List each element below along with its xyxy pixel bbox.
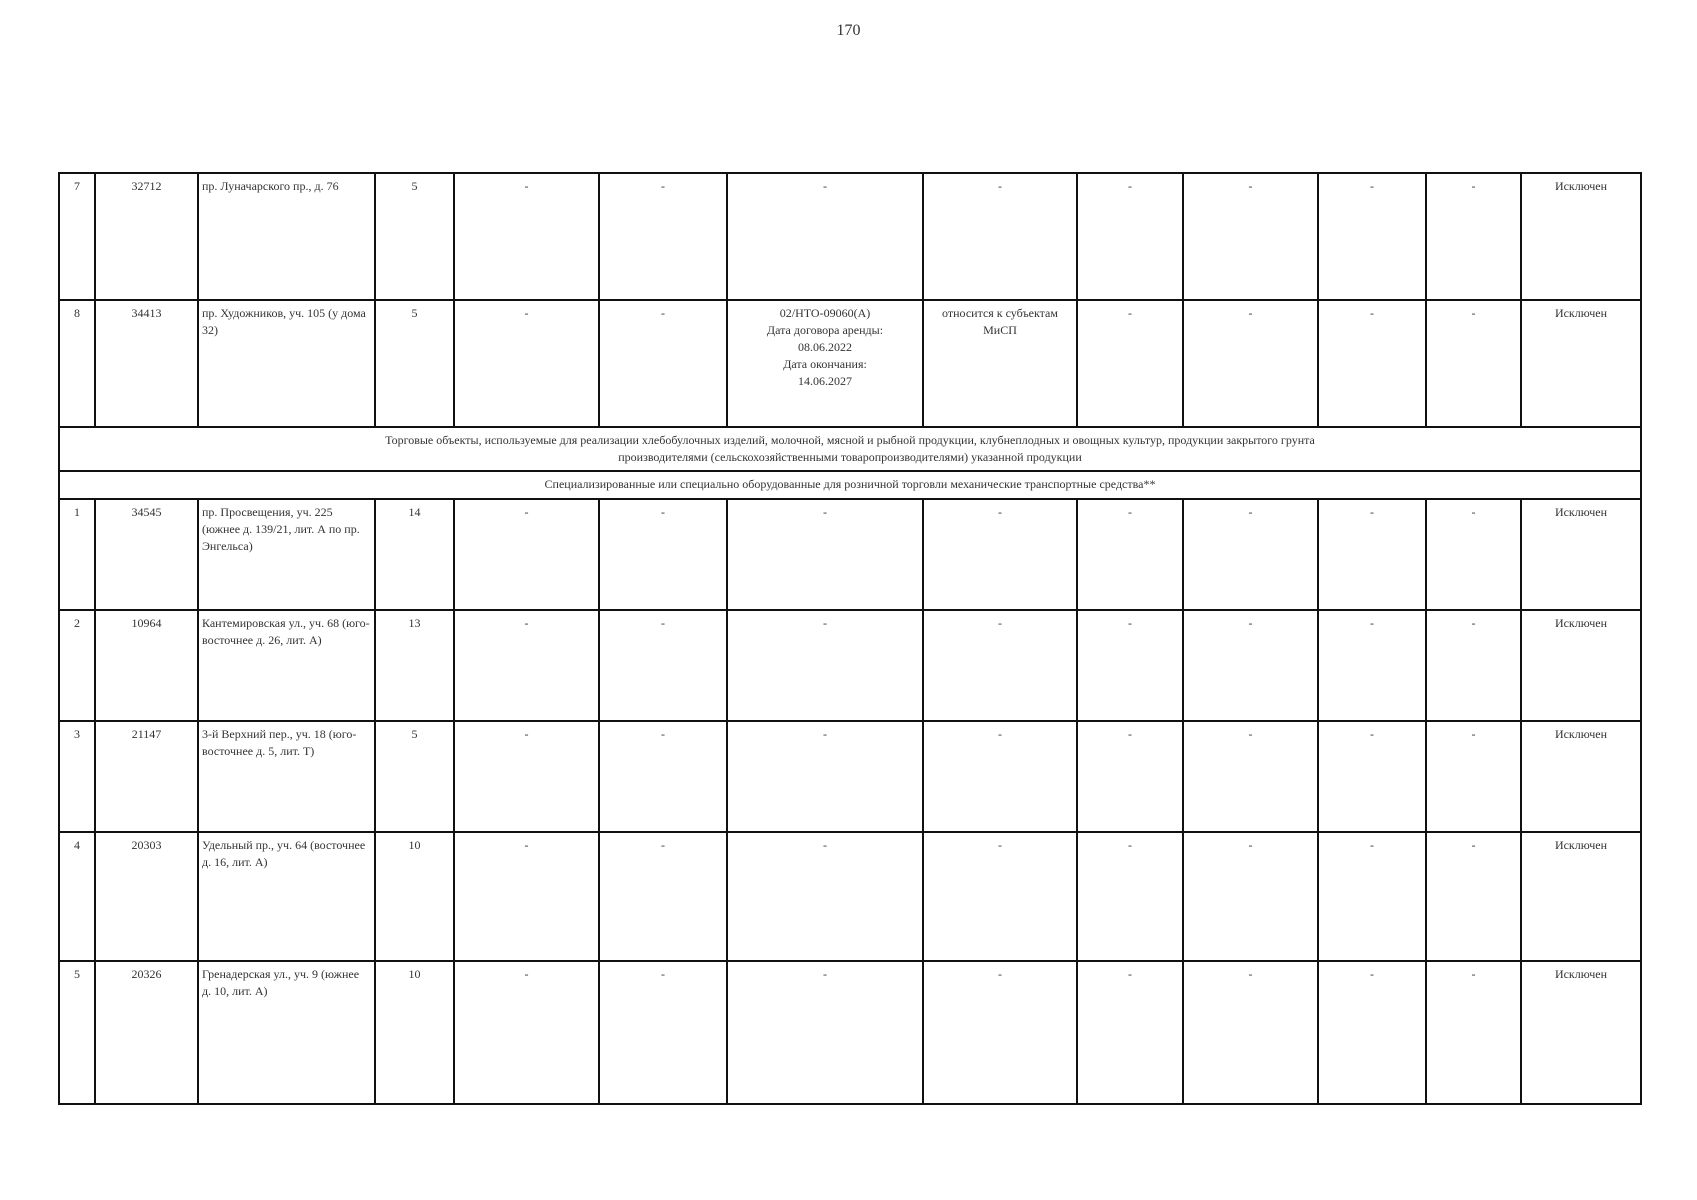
column-8-cell (923, 721, 1077, 832)
row-number-cell: 3 (59, 721, 95, 832)
object-code-cell: 34545 (95, 499, 198, 610)
column-6-cell: - (599, 610, 727, 721)
column-10-cell: - (1183, 610, 1318, 721)
address-cell: Кантемировская ул., уч. 68 (юго-восточнее д. 26, лит. А) (198, 610, 375, 721)
column-8-cell (923, 499, 1077, 610)
rows-block-1 (59, 173, 1641, 427)
column-5-cell: - (454, 832, 599, 961)
column-11-cell: - (1318, 610, 1426, 721)
status-cell: Исключен (1521, 961, 1641, 1104)
status-cell: Исключен (1521, 721, 1641, 832)
area-cell: 5 (375, 721, 454, 832)
object-code-cell: 10964 (95, 610, 198, 721)
contract-cell-line: - (823, 179, 827, 193)
contract-cell (727, 832, 923, 961)
column-5-cell: - (454, 173, 599, 300)
column-8-cell-line: МиСП (983, 323, 1017, 337)
table-row (59, 832, 1641, 961)
address-cell: Удельный пр., уч. 64 (восточнее д. 16, лит. А) (198, 832, 375, 961)
status-cell: Исключен (1521, 832, 1641, 961)
object-code-cell: 20326 (95, 961, 198, 1104)
row-number-cell: 7 (59, 173, 95, 300)
column-8-cell-line: - (998, 505, 1002, 519)
column-6-cell: - (599, 300, 727, 427)
contract-cell (727, 173, 923, 300)
column-8-cell-line: относится к субъектам (942, 306, 1058, 320)
column-11-cell: - (1318, 721, 1426, 832)
column-5-cell: - (454, 721, 599, 832)
contract-cell (727, 610, 923, 721)
address-cell: пр. Просвещения, уч. 225 (южнее д. 139/21, лит. А по пр. Энгельса) (198, 499, 375, 610)
register-table (58, 172, 1642, 1105)
status-cell: Исключен (1521, 300, 1641, 427)
area-cell: 13 (375, 610, 454, 721)
table-row (59, 300, 1641, 427)
section-heading (59, 427, 1641, 471)
page-number: 170 (836, 22, 861, 39)
column-8-cell (923, 832, 1077, 961)
table-row (59, 173, 1641, 300)
column-9-cell: - (1077, 832, 1183, 961)
column-9-cell: - (1077, 961, 1183, 1104)
column-8-cell-line: - (998, 727, 1002, 741)
column-6-cell: - (599, 721, 727, 832)
column-8-cell (923, 300, 1077, 427)
contract-cell (727, 300, 923, 427)
column-5-cell: - (454, 300, 599, 427)
column-8-cell-line: - (998, 179, 1002, 193)
subsection-heading: Специализированные или специально оборудованные для розничной торговли механические транспортные средства** (59, 471, 1641, 499)
area-cell: 10 (375, 961, 454, 1104)
object-code-cell: 21147 (95, 721, 198, 832)
contract-cell-line: - (823, 838, 827, 852)
contract-cell-line: Дата окончания: (783, 357, 867, 371)
address-cell: пр. Художников, уч. 105 (у дома 32) (198, 300, 375, 427)
column-8-cell-line: - (998, 838, 1002, 852)
table-row (59, 610, 1641, 721)
rows-block-2 (59, 499, 1641, 1104)
area-cell: 14 (375, 499, 454, 610)
column-11-cell: - (1318, 832, 1426, 961)
contract-cell-line: - (823, 505, 827, 519)
contract-cell (727, 721, 923, 832)
contract-cell-line: - (823, 967, 827, 981)
area-cell: 10 (375, 832, 454, 961)
column-8-cell (923, 173, 1077, 300)
contract-cell-line: 08.06.2022 (798, 340, 852, 354)
column-12-cell: - (1426, 721, 1521, 832)
column-12-cell: - (1426, 610, 1521, 721)
column-8-cell (923, 610, 1077, 721)
section-heading-line: производителями (сельскохозяйственными товаропроизводителями) указанной продукции (618, 450, 1082, 464)
column-9-cell: - (1077, 499, 1183, 610)
section-heading-block (59, 427, 1641, 499)
column-10-cell: - (1183, 832, 1318, 961)
column-10-cell: - (1183, 300, 1318, 427)
row-number-cell: 8 (59, 300, 95, 427)
contract-cell-line: 02/НТО-09060(А) (779, 306, 871, 320)
contract-cell-line: - (823, 727, 827, 741)
column-8-cell-line: - (998, 616, 1002, 630)
status-cell: Исключен (1521, 173, 1641, 300)
address-cell: Гренадерская ул., уч. 9 (южнее д. 10, лит. А) (198, 961, 375, 1104)
column-10-cell: - (1183, 961, 1318, 1104)
object-code-cell: 20303 (95, 832, 198, 961)
column-9-cell: - (1077, 610, 1183, 721)
column-5-cell: - (454, 499, 599, 610)
column-10-cell: - (1183, 499, 1318, 610)
section-heading-line: Торговые объекты, используемые для реализации хлебобулочных изделий, молочной, мясной и рыбной продукции, клубнеплодных и овощных культур, продукции закрытого грунта (385, 433, 1315, 447)
column-12-cell: - (1426, 173, 1521, 300)
column-10-cell: - (1183, 721, 1318, 832)
address-cell: пр. Луначарского пр., д. 76 (198, 173, 375, 300)
row-number-cell: 4 (59, 832, 95, 961)
column-8-cell-line: - (998, 967, 1002, 981)
column-9-cell: - (1077, 173, 1183, 300)
contract-cell-line: 14.06.2027 (798, 374, 852, 388)
column-11-cell: - (1318, 300, 1426, 427)
contract-cell (727, 499, 923, 610)
table-row (59, 721, 1641, 832)
column-6-cell: - (599, 961, 727, 1104)
area-cell: 5 (375, 173, 454, 300)
area-cell: 5 (375, 300, 454, 427)
status-cell: Исключен (1521, 610, 1641, 721)
column-11-cell: - (1318, 961, 1426, 1104)
column-8-cell (923, 961, 1077, 1104)
column-6-cell: - (599, 499, 727, 610)
column-12-cell: - (1426, 961, 1521, 1104)
contract-cell (727, 961, 923, 1104)
column-12-cell: - (1426, 832, 1521, 961)
row-number-cell: 1 (59, 499, 95, 610)
object-code-cell: 34413 (95, 300, 198, 427)
column-11-cell: - (1318, 499, 1426, 610)
contract-cell-line: Дата договора аренды: (766, 323, 884, 337)
contract-cell-line: - (823, 616, 827, 630)
address-cell: 3-й Верхний пер., уч. 18 (юго-восточнее д. 5, лит. Т) (198, 721, 375, 832)
row-number-cell: 5 (59, 961, 95, 1104)
column-5-cell: - (454, 610, 599, 721)
column-12-cell: - (1426, 300, 1521, 427)
column-6-cell: - (599, 173, 727, 300)
status-cell: Исключен (1521, 499, 1641, 610)
column-12-cell: - (1426, 499, 1521, 610)
column-9-cell: - (1077, 721, 1183, 832)
column-10-cell: - (1183, 173, 1318, 300)
table-row (59, 961, 1641, 1104)
column-11-cell: - (1318, 173, 1426, 300)
column-5-cell: - (454, 961, 599, 1104)
object-code-cell: 32712 (95, 173, 198, 300)
column-6-cell: - (599, 832, 727, 961)
column-9-cell: - (1077, 300, 1183, 427)
table-row (59, 499, 1641, 610)
row-number-cell: 2 (59, 610, 95, 721)
